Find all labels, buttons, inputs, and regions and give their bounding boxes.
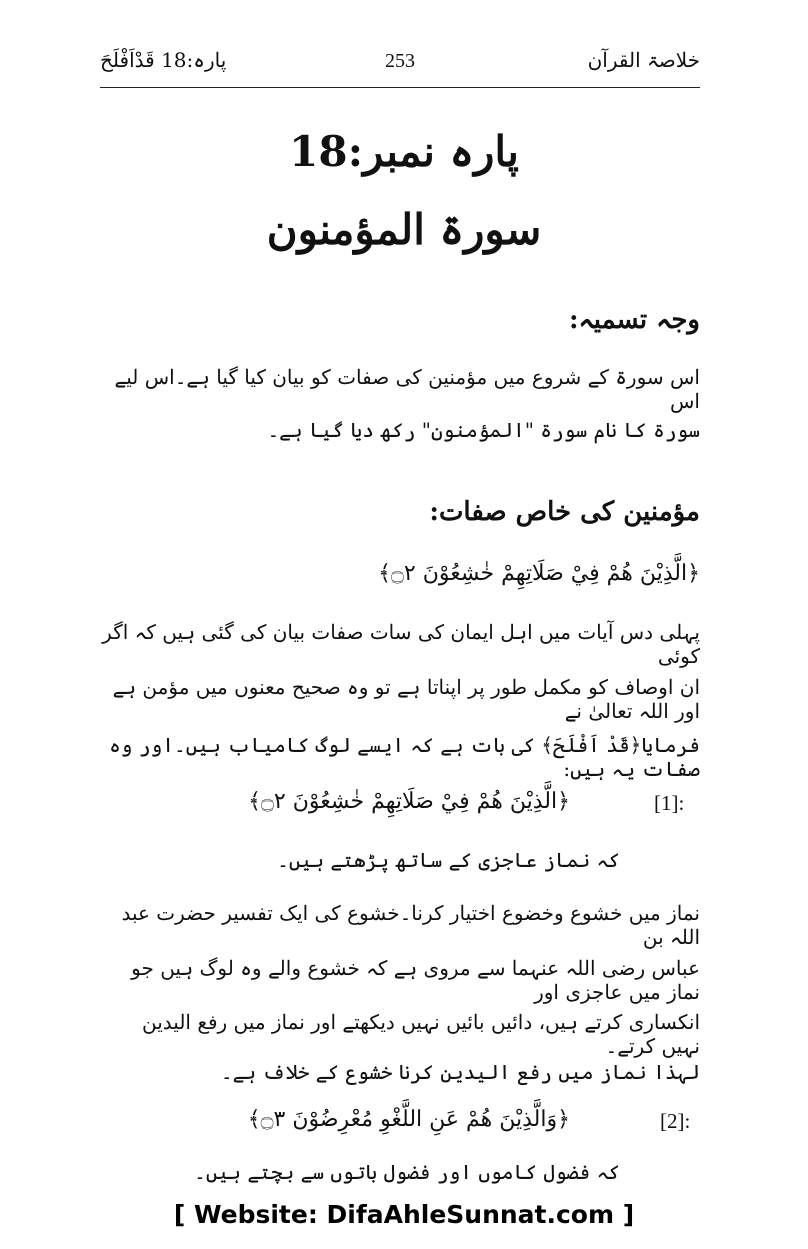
para-title: پارہ نمبر:18 [289,127,519,176]
header-divider [100,87,700,88]
item1-number: [1]: [654,791,685,815]
surah-title: سورۃ المؤمنون [266,205,542,254]
intro-line: ان اوصاف کو مکمل طور پر اپناتا ہے تو وہ صحیح معنوں میں مؤمن ہے اور اللہ تعالیٰ نے [112,675,700,723]
item1-explanation: عباس رضی اللہ عنہما سے مروی ہے کہ خشوع والے وہ لوگ ہیں جو نماز میں عاجزی اور [131,956,700,1004]
item1-explanation: نماز میں خشوع وخضوع اختیار کرنا۔خشوع کی ایک تفسیر حضرت عبد اللہ بن [121,901,700,949]
ayah-main: ﴿الَّذِيْنَ هُمْ فِيْ صَلَاتِهِمْ خٰشِعُوْنَ ۝٢﴾ [378,561,700,586]
item1-ayah: ﴿الَّذِيْنَ هُمْ فِيْ صَلَاتِهِمْ خٰشِعُوْنَ ۝٢﴾ [248,789,570,814]
traits-heading: مؤمنین کی خاص صفات: [429,497,700,527]
item2-number: [2]: [660,1109,691,1133]
item1-explanation: انکساری کرتے ہیں، دائیں بائیں نہیں دیکھتے اور نماز میں رفع الیدین نہیں کرتے۔ [142,1010,700,1058]
item1-explanation: لہذا نماز میں رفع الیدین کرنا خشوع کے خلاف ہے۔ [220,1060,700,1084]
intro-line: فرمایا﴿قَدْ اَفْلَحَ﴾ کی بات ہے کہ ایسے لوگ کامیاب ہیں۔اور وہ صفات یہ ہیں: [109,733,700,781]
book-title: خلاصۃ القرآن [587,48,700,72]
naming-line: سورۃ کا نام سورۃ "المؤمنون" رکھ دیا گیا ہے۔ [267,418,700,442]
juz-label: پارہ:18 قَدْاَفْلَحَ [100,48,227,72]
page-header [100,38,700,88]
item2-meaning: کہ فضول کاموں اور فضول باتوں سے بچتے ہیں۔ [194,1160,620,1184]
naming-line: اس سورۃ کے شروع میں مؤمنین کی صفات کو بیان کیا گیا ہے۔اس لیے اس [114,365,700,413]
item1-meaning: کہ نماز عاجزی کے ساتھ پڑھتے ہیں۔ [277,848,620,872]
website-footer: [ Website: DifaAhleSunnat.com ] [173,1200,635,1229]
naming-heading: وجہ تسمیہ: [568,305,700,335]
intro-line: پہلی دس آیات میں اہل ایمان کی سات صفات بیان کی گئی ہیں کہ اگر کوئی [102,620,700,668]
page-number: 253 [385,50,415,72]
item2-ayah: ﴿وَالَّذِيْنَ هُمْ عَنِ اللَّغْوِ مُعْرِضُوْنَ ۝٣﴾ [247,1107,570,1132]
